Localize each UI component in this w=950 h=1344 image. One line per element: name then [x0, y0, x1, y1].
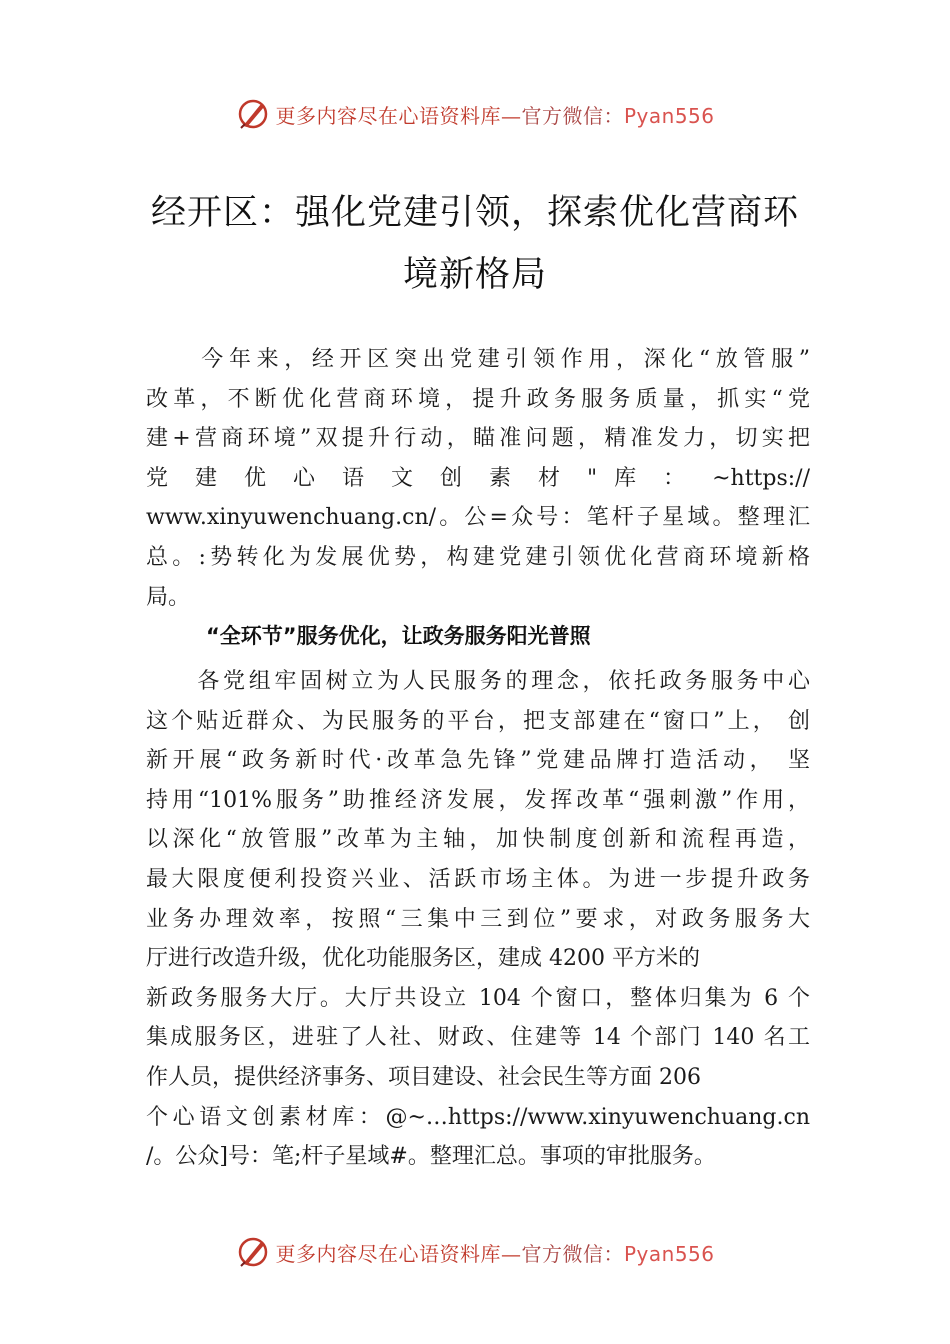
text-line: 这个贴近群众、为民服务的平台，把支部建在“窗口”上， 创	[146, 708, 810, 734]
title-line-1: 经开区：强化党建引领，探索优化营商环	[150, 193, 799, 233]
text-line: 个心语文创素材库：@~…https://www.xinyuwenchuang.cn	[146, 1104, 810, 1130]
paragraph-2	[146, 662, 810, 1177]
text-line: 建+营商环境”双提升行动，瞄准问题，精准发力，切实把	[146, 426, 810, 452]
page-title	[100, 182, 850, 306]
text-line: 作人员，提供经济事务、项目建设、社会民生等方面 206	[146, 1064, 701, 1090]
footer-banner	[0, 1232, 950, 1272]
text-line: 新开展“政务新时代·改革急先锋”党建品牌打造活动， 坚	[146, 748, 810, 774]
text-line: 集成服务区，进驻了人社、财政、住建等 14 个部门 140 名工	[146, 1025, 810, 1051]
banner-text: 更多内容尽在心语资料库—官方微信：Pyan556	[275, 1241, 715, 1266]
text-line: 业务办理效率，按照“三集中三到位”要求，对政务服务大	[146, 906, 810, 932]
header-banner	[0, 94, 950, 134]
text-line: /。公众]号：笔;杆子星域#。整理汇总。事项的审批服务。	[146, 1144, 716, 1170]
text-line: 今年来，经开区突出党建引领作用，深化“放管服”	[146, 347, 810, 372]
text-line: 厅进行改造升级，优化功能服务区，建成 4200 平方米的	[146, 946, 700, 972]
text-line: 局。	[146, 584, 191, 610]
text-line: 改革，不断优化营商环境，提升政务服务质量，抓实“党	[146, 386, 810, 412]
quill-pen-logo-icon	[235, 96, 271, 132]
text-line: www.xinyuwenchuang.cn/。公=众号：笔杆子星域。整理汇	[146, 505, 810, 531]
title-line-2: 境新格局	[402, 255, 547, 295]
text-line: 总。:势转化为发展优势，构建党建引领优化营商环境新格	[146, 544, 810, 570]
paragraph-1	[146, 340, 810, 617]
text-line: 党 建 优 心 语 文 创 素 材 " 库 ： ~https://	[146, 465, 810, 491]
section-heading: “全环节”服务优化，让政务服务阳光普照	[206, 624, 591, 648]
text-line: 最大限度便利投资兴业、活跃市场主体。为进一步提升政务	[146, 866, 810, 892]
text-line: 持用“101%服务”助推经济发展，发挥改革“强刺激”作用，	[146, 787, 810, 813]
banner-text: 更多内容尽在心语资料库—官方微信：Pyan556	[275, 103, 715, 128]
text-line: 各党组牢固树立为人民服务的理念，依托政务服务中心	[146, 669, 810, 694]
quill-pen-logo-icon	[235, 1234, 271, 1270]
text-line: 以深化“放管服”改革为主轴，加快制度创新和流程再造，	[146, 827, 810, 853]
text-line: 新政务服务大厅。大厅共设立 104 个窗口，整体归集为 6 个	[146, 985, 810, 1011]
